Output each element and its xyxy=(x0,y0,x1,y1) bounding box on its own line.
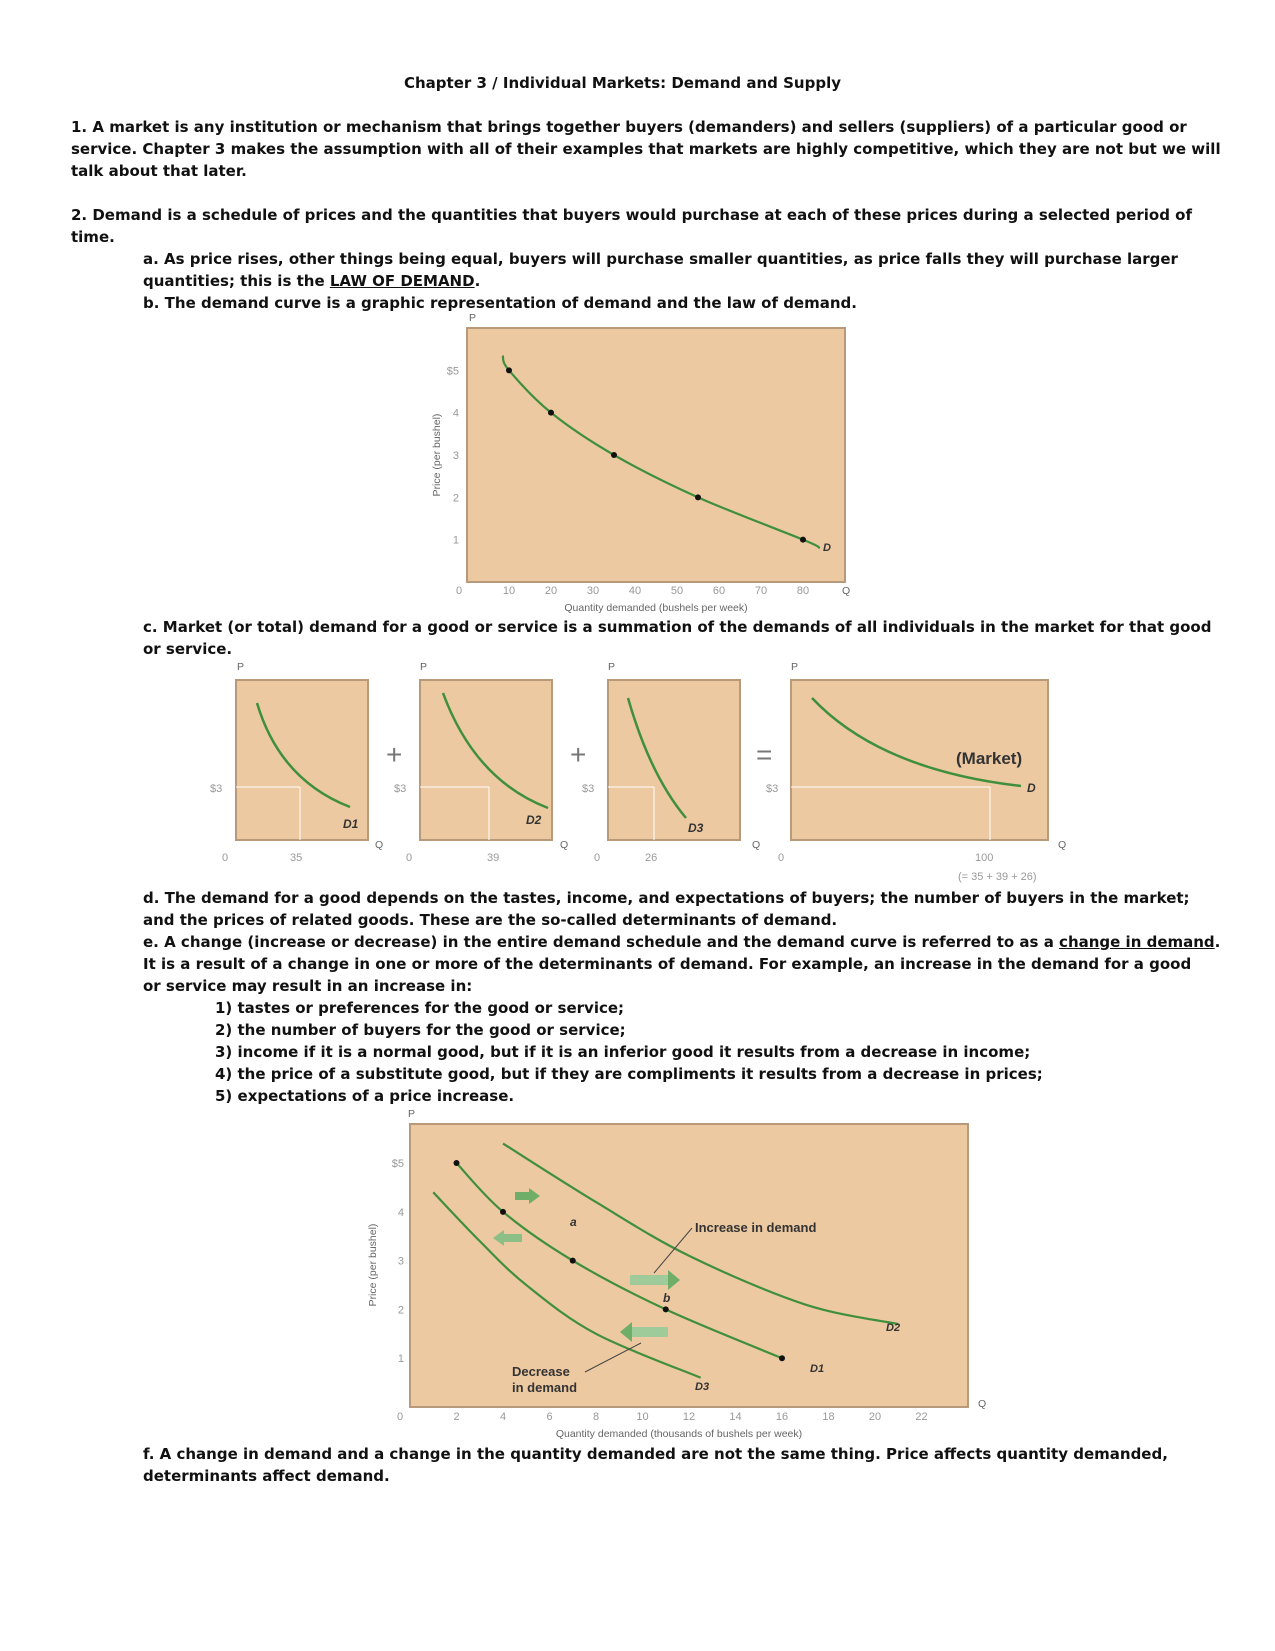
item-e-line-1: e. A change (increase or decrease) in the entire demand schedule and the demand curve is referred to as a change in demand. xyxy=(143,933,1221,951)
point-a-label: a xyxy=(570,1215,577,1229)
panel4-p-symbol: P xyxy=(791,661,799,673)
item-a-line-2: quantities; this is the LAW OF DEMAND. xyxy=(143,272,481,290)
chart1-x-tick: 0 xyxy=(455,585,463,597)
chart1-x-tick: 80 xyxy=(796,585,810,597)
list-item-2: 2) the number of buyers for the good or service; xyxy=(215,1021,626,1039)
chart3-y-tick: 2 xyxy=(397,1304,404,1317)
panel4-origin: 0 xyxy=(778,852,785,864)
curve-label-d1: D1 xyxy=(810,1363,825,1375)
paragraph-2-line-2: time. xyxy=(71,228,115,246)
chart3-data-point xyxy=(500,1209,506,1215)
chart1-x-tick: 50 xyxy=(670,585,684,597)
decrease-in-demand-label-line1: Decrease xyxy=(512,1364,570,1379)
panel3-quantity: 26 xyxy=(645,852,658,864)
item-c-line-2: or service. xyxy=(143,640,233,658)
panel4-sum-note: (= 35 + 39 + 26) xyxy=(958,871,1037,883)
increase-in-demand-label: Increase in demand xyxy=(695,1220,817,1235)
item-d-line-1: d. The demand for a good depends on the tastes, income, and expectations of buyers; the number of buyers in the market; xyxy=(143,889,1190,907)
list-item-5: 5) expectations of a price increase. xyxy=(215,1087,515,1105)
chart1-x-tick: 40 xyxy=(628,585,642,597)
panel4-quantity: 100 xyxy=(975,852,994,864)
chart3-y-tick: 3 xyxy=(397,1255,404,1268)
decrease-in-demand-label-line2: in demand xyxy=(512,1380,578,1395)
paragraph-2-line-1: 2. Demand is a schedule of prices and the quantities that buyers would purchase at each of these prices during a selected period of xyxy=(71,206,1192,224)
chart3-y-axis-label: Price (per bushel) xyxy=(367,1223,379,1307)
change-in-demand-term: change in demand xyxy=(1059,933,1215,951)
chart1-x-tick: 70 xyxy=(754,585,768,597)
panel3-q-symbol: Q xyxy=(752,839,761,851)
chart3-x-tick: 12 xyxy=(682,1411,696,1423)
item-d-line-2: and the prices of related goods. These are the so-called determinants of demand. xyxy=(143,911,838,929)
chart3-data-point xyxy=(454,1160,460,1166)
chart3-x-tick: 20 xyxy=(868,1411,882,1423)
item-b: b. The demand curve is a graphic representation of demand and the law of demand. xyxy=(143,294,857,312)
chart3-x-tick: 22 xyxy=(915,1411,928,1423)
chart3-x-tick: 16 xyxy=(775,1411,789,1423)
panel1-quantity: 35 xyxy=(290,852,303,864)
chart1-y-axis-symbol: P xyxy=(469,312,477,324)
page-title: Chapter 3 / Individual Markets: Demand and Supply xyxy=(404,74,841,92)
panel1-series-label: D1 xyxy=(343,817,359,831)
chart1-x-tick: 60 xyxy=(712,585,726,597)
chart3-plot-area xyxy=(410,1124,968,1407)
operator-plus-1: + xyxy=(386,739,403,770)
list-item-1: 1) tastes or preferences for the good or service; xyxy=(215,999,625,1017)
item-f-line-1: f. A change in demand and a change in the quantity demanded are not the same thing. Price affects quantity demanded, xyxy=(143,1445,1168,1463)
chart3-y-tick: 1 xyxy=(397,1353,404,1366)
panel2-q-symbol: Q xyxy=(560,839,569,851)
panel2-series-label: D2 xyxy=(526,813,542,827)
chart3-x-tick: 4 xyxy=(499,1411,507,1423)
chart1-x-axis-label: Quantity demanded (bushels per week) xyxy=(564,602,748,614)
list-item-4: 4) the price of a substitute good, but if they are compliments it results from a decrease in prices; xyxy=(215,1065,1043,1083)
chart3-x-tick: 6 xyxy=(546,1411,553,1423)
chart3-data-point xyxy=(570,1258,576,1264)
chart3-x-tick: 2 xyxy=(453,1411,460,1423)
paragraph-1-line-1: 1. A market is any institution or mechanism that brings together buyers (demanders) and sellers (suppliers) of a particular good or xyxy=(71,118,1187,136)
chart1-curve-label: D xyxy=(823,542,831,554)
chart3-y-tick: $5 xyxy=(391,1158,404,1171)
panel4-market-title: (Market) xyxy=(956,749,1023,768)
panel4-price: $3 xyxy=(766,783,779,795)
item-f-line-2: determinants affect demand. xyxy=(143,1467,390,1485)
panel2-price: $3 xyxy=(394,783,407,795)
chart3-x-axis-label: Quantity demanded (thousands of bushels per week) xyxy=(555,1428,803,1440)
chart1-x-tick: 10 xyxy=(502,585,516,597)
chart3-x-tick: 0 xyxy=(396,1411,404,1423)
item-a-line-1: a. As price rises, other things being equal, buyers will purchase smaller quantities, as price falls they will purchase larger xyxy=(143,250,1178,268)
paragraph-1-line-2: service. Chapter 3 makes the assumption with all of their examples that markets are highly competitive, which they are not but we will xyxy=(71,140,1221,158)
chart3-y-tick: 4 xyxy=(397,1206,404,1219)
panel3-series-label: D3 xyxy=(688,821,704,835)
item-e-line-2: It is a result of a change in one or more of the determinants of demand. For example, an increase in the demand for a good xyxy=(143,955,1192,973)
law-of-demand-term: LAW OF DEMAND xyxy=(329,272,475,290)
panel1-p-symbol: P xyxy=(237,661,245,673)
panel4-q-symbol: Q xyxy=(1058,839,1067,851)
panel2-origin: 0 xyxy=(406,852,413,864)
chart3-data-point xyxy=(663,1306,669,1312)
panel1-price: $3 xyxy=(210,783,223,795)
list-item-3: 3) income if it is a normal good, but if it is an inferior good it results from a decrease in income; xyxy=(215,1043,1031,1061)
chart1-y-axis-label: Price (per bushel) xyxy=(431,413,443,497)
chart3-x-tick: 10 xyxy=(636,1411,649,1423)
panel1-origin: 0 xyxy=(222,852,229,864)
panel3-origin: 0 xyxy=(594,852,601,864)
paragraph-1-line-3: talk about that later. xyxy=(71,162,247,180)
chart1-y-tick: 3 xyxy=(452,450,459,462)
chart3-x-tick: 8 xyxy=(592,1411,600,1423)
chart1-x-tick: 30 xyxy=(586,585,600,597)
chart3-x-tick: 14 xyxy=(729,1411,742,1423)
chart1-y-tick: 2 xyxy=(452,492,459,505)
panel2-p-symbol: P xyxy=(420,661,428,673)
curve-label-d2: D2 xyxy=(886,1322,901,1334)
chart3-x-axis-symbol: Q xyxy=(978,1398,987,1410)
item-c-line-1: c. Market (or total) demand for a good or service is a summation of the demands of all individuals in the market for that good xyxy=(143,618,1212,636)
panel4-series-label: D xyxy=(1027,781,1036,795)
panel2-quantity: 39 xyxy=(487,852,500,864)
item-e-line-3: or service may result in an increase in: xyxy=(143,977,473,995)
chart1-y-tick: $5 xyxy=(446,365,459,378)
panel1-q-symbol: Q xyxy=(375,839,384,851)
chart3-y-axis-symbol: P xyxy=(408,1108,416,1120)
chart1-x-tick: 20 xyxy=(544,585,558,597)
point-b-label: b xyxy=(663,1291,671,1305)
curve-label-d3: D3 xyxy=(695,1381,710,1393)
chart3-data-point xyxy=(779,1355,785,1361)
operator-equals: = xyxy=(756,739,773,770)
panel3-price: $3 xyxy=(582,783,595,795)
panel3-p-symbol: P xyxy=(608,661,616,673)
chart1-x-axis-symbol: Q xyxy=(842,585,851,597)
chart1-y-tick: 1 xyxy=(452,534,459,547)
operator-plus-2: + xyxy=(570,739,587,770)
chart3-x-tick: 18 xyxy=(822,1411,835,1423)
chart1-y-tick: 4 xyxy=(452,407,459,420)
